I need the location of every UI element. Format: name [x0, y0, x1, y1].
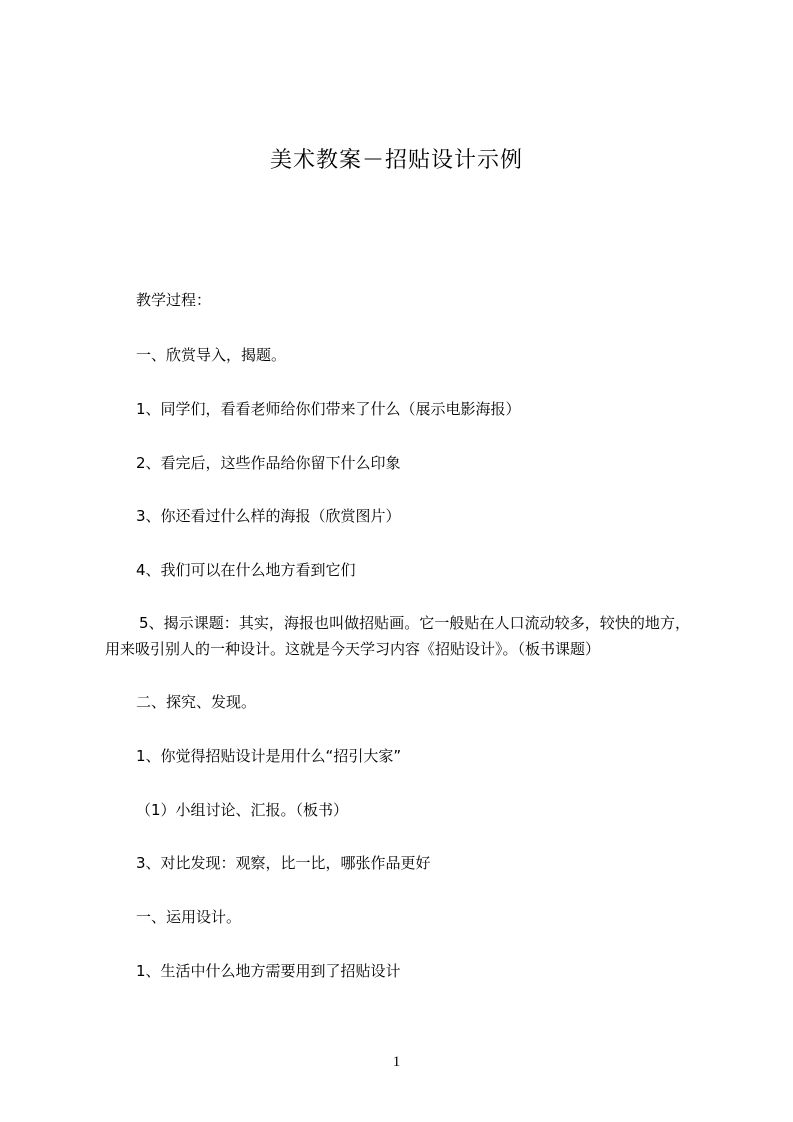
document-title: 美术教案－招贴设计示例 — [269, 148, 523, 173]
paragraph-item-3: 3、你还看过什么样的海报（欣赏图片） — [136, 507, 401, 525]
paragraph-section-1-heading: 一、欣赏导入，揭题。 — [136, 346, 287, 364]
paragraph-item-1: 1、同学们，看看老师给你们带来了什么（展示电影海报） — [136, 400, 521, 418]
paragraph-section-2-sub-1: （1）小组讨论、汇报。（板书） — [136, 801, 349, 819]
paragraph-item-2: 2、看完后，这些作品给你留下什么印象 — [136, 454, 401, 472]
page-number: 1 — [392, 1054, 401, 1070]
paragraph-section-3-heading: 一、运用设计。 — [136, 908, 242, 926]
paragraph-section-2-item-1: 1、你觉得招贴设计是用什么“招引大家” — [136, 747, 402, 765]
paragraph-item-4: 4、我们可以在什么地方看到它们 — [136, 561, 356, 579]
paragraph-item-5: 5、揭示课题：其实，海报也叫做招贴画。它一般贴在人口流动较多，较快的地方，用来吸引别人的一种设计。这就是今天学习内容《招贴设计》。（板书课题） — [105, 614, 690, 658]
paragraph-teaching-process: 教学过程： — [136, 291, 212, 309]
paragraph-section-2-item-3: 3、对比发现：观察，比一比，哪张作品更好 — [136, 854, 431, 872]
paragraph-section-2-heading: 二、探究、发现。 — [136, 693, 257, 711]
paragraph-section-3-item-1: 1、生活中什么地方需要用到了招贴设计 — [136, 962, 401, 980]
